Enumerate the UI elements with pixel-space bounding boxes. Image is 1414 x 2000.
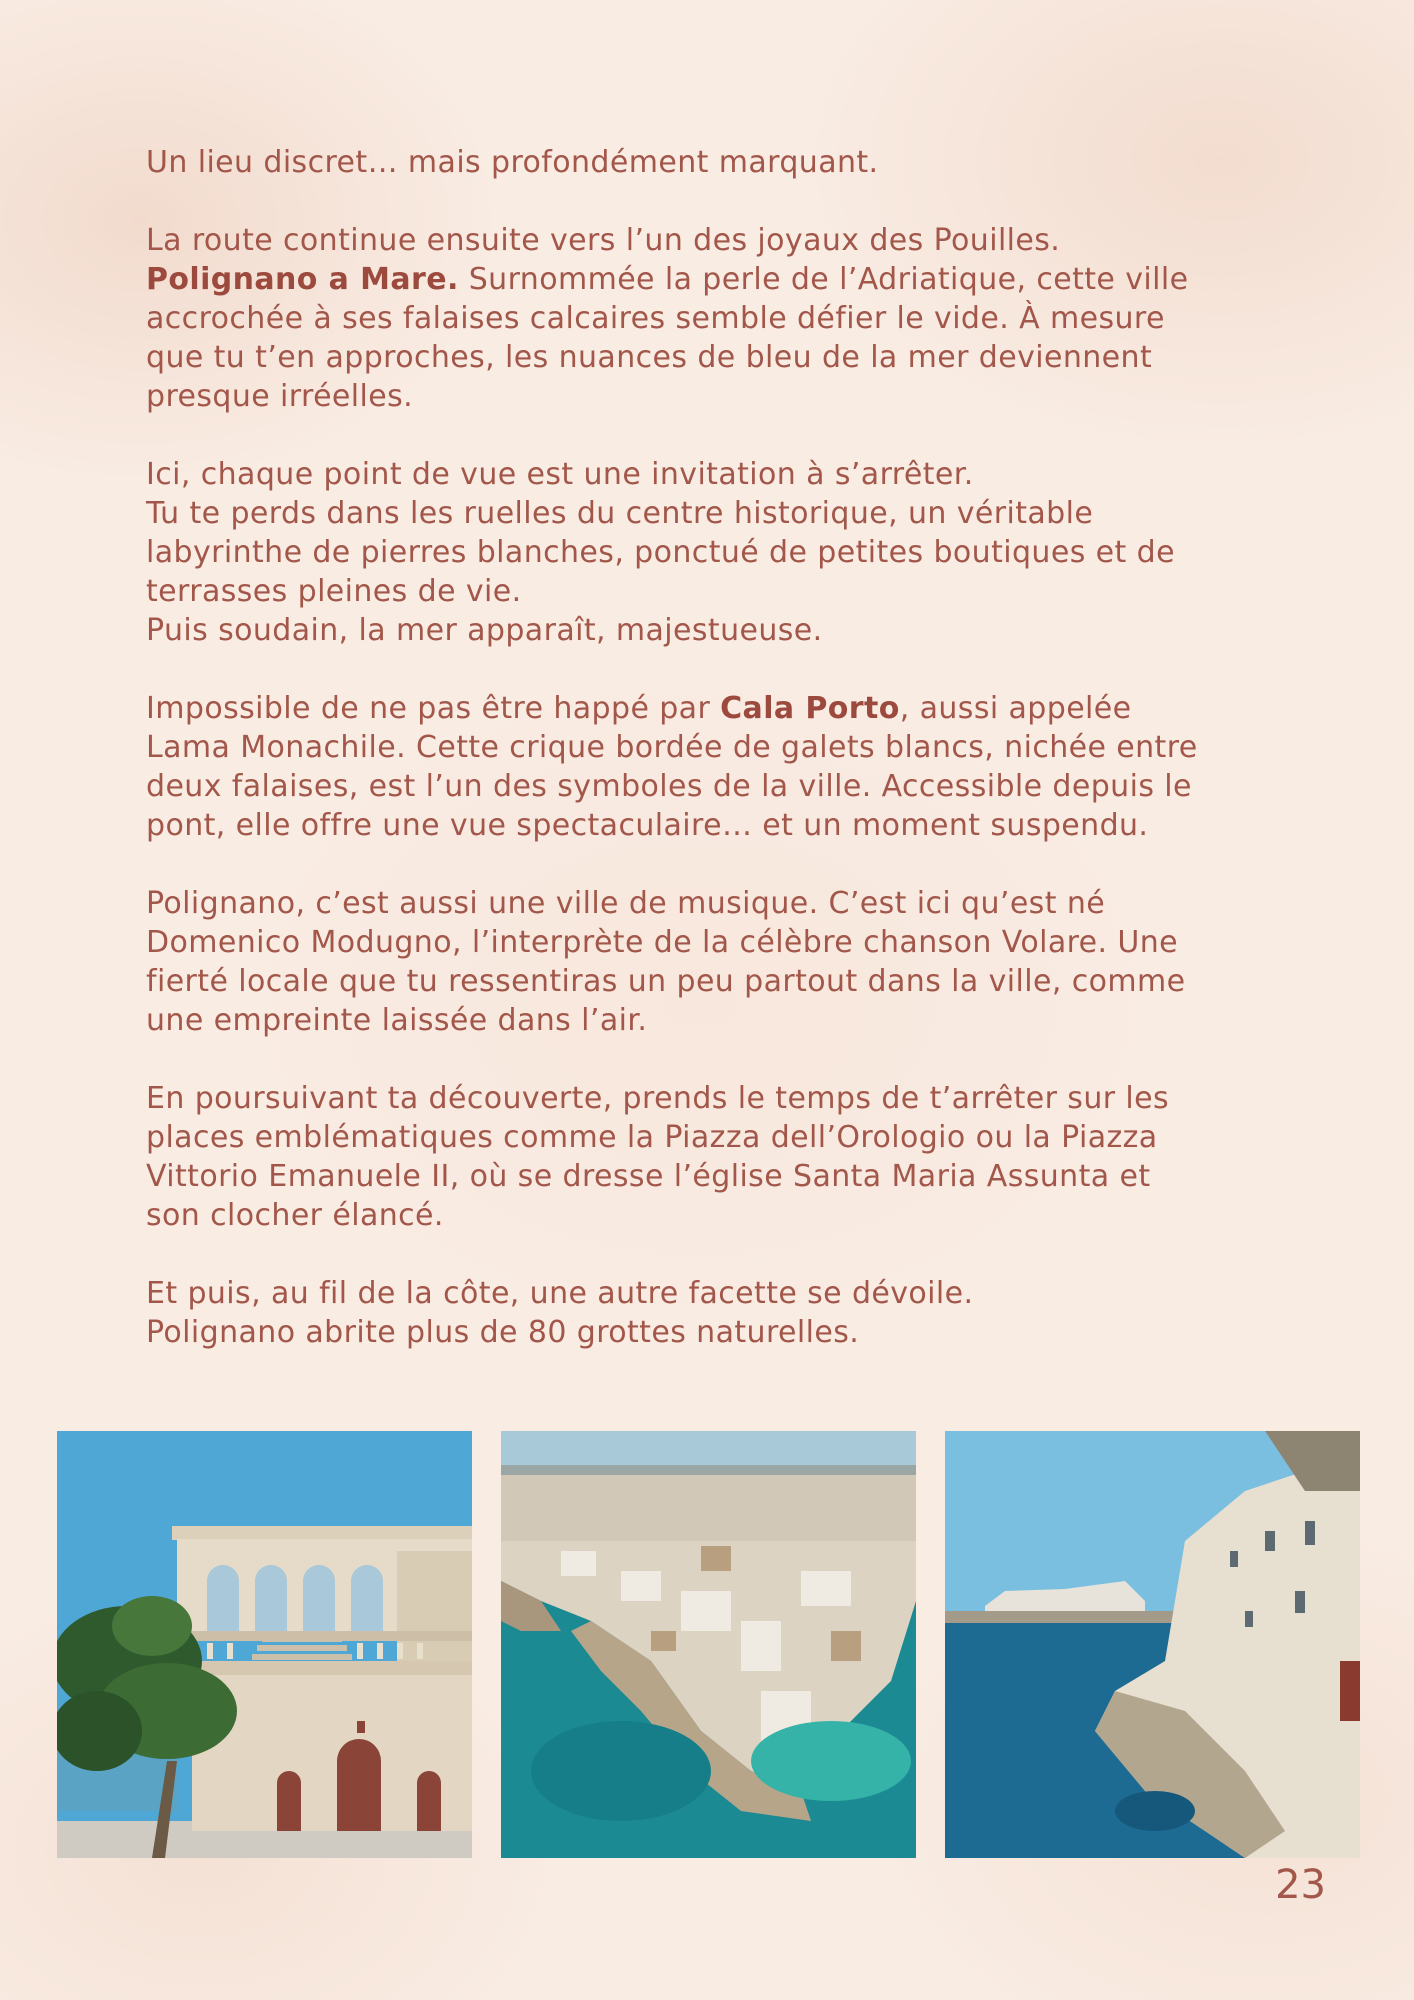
text-line: accrochée à ses falaises calcaires semble défier le vide. À mesure [146, 301, 1165, 336]
text-line: Vittorio Emanuele II, où se dresse l’église Santa Maria Assunta et [146, 1159, 1151, 1194]
text-line: deux falaises, est l’un des symboles de la ville. Accessible depuis le [146, 769, 1192, 804]
text-line: places emblématiques comme la Piazza dell’Orologio ou la Piazza [146, 1120, 1158, 1155]
paragraph-polignano [146, 221, 1296, 416]
text-line: Lama Monachile. Cette crique bordée de galets blancs, nichée entre [146, 730, 1198, 765]
text-line: Tu te perds dans les ruelles du centre historique, un véritable [146, 496, 1094, 531]
place-name-polignano: Polignano a Mare. [146, 262, 459, 297]
cliffside-houses-sea-photo [945, 1431, 1360, 1858]
text-line: Domenico Modugno, l’interprète de la célèbre chanson Volare. Une [146, 925, 1179, 960]
paragraph-music [146, 884, 1296, 1040]
text-line: Puis soudain, la mer apparaît, majestueuse. [146, 613, 823, 648]
text-line: fierté locale que tu ressentiras un peu partout dans la ville, comme [146, 964, 1186, 999]
text-line: que tu t’en approches, les nuances de bleu de la mer deviennent [146, 340, 1153, 375]
text-line: labyrinthe de pierres blanches, ponctué de petites boutiques et de [146, 535, 1175, 570]
text-line: pont, elle offre une vue spectaculaire… et un moment suspendu. [146, 808, 1149, 843]
paragraph-grottoes [146, 1274, 1296, 1352]
text-line: Un lieu discret… mais profondément marquant. [146, 145, 879, 180]
paragraph-squares [146, 1079, 1296, 1235]
text-line [146, 260, 1296, 299]
text-fragment: Impossible de ne pas être happé par [146, 691, 721, 726]
text-line: Polignano abrite plus de 80 grottes naturelles. [146, 1315, 860, 1350]
text-line: son clocher élancé. [146, 1198, 444, 1233]
text-fragment: , aussi appelée [899, 691, 1132, 726]
paragraph-intro [146, 143, 1296, 182]
text-line: terrasses pleines de vie. [146, 574, 522, 609]
text-line: En poursuivant ta découverte, prends le temps de t’arrêter sur les [146, 1081, 1170, 1116]
text-line: une empreinte laissée dans l’air. [146, 1003, 648, 1038]
article-body [146, 143, 1296, 1352]
historic-palazzo-photo [57, 1431, 472, 1858]
text-fragment: Surnommée la perle de l’Adriatique, cette ville [468, 262, 1189, 297]
text-line: Ici, chaque point de vue est une invitation à s’arrêter. [146, 457, 974, 492]
text-line: Et puis, au fil de la côte, une autre facette se dévoile. [146, 1276, 974, 1311]
text-line: presque irréelles. [146, 379, 414, 414]
paragraph-viewpoints [146, 455, 1296, 650]
place-name-cala-porto: Cala Porto [720, 691, 900, 726]
page-number: 23 [1275, 1862, 1326, 1908]
text-line [146, 689, 1296, 728]
paragraph-cala-porto [146, 689, 1296, 845]
aerial-cliff-town-photo [501, 1431, 916, 1858]
text-line: La route continue ensuite vers l’un des joyaux des Pouilles. [146, 223, 1061, 258]
text-line: Polignano, c’est aussi une ville de musique. C’est ici qu’est né [146, 886, 1106, 921]
